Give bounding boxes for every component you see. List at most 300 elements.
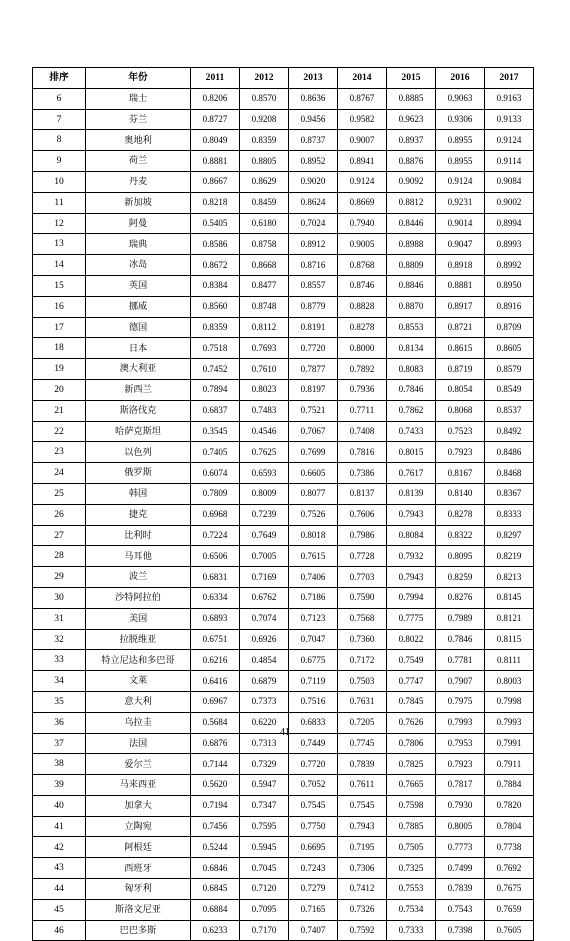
cell-rank: 19 <box>33 359 86 380</box>
cell-country: 法国 <box>86 733 191 754</box>
cell-2016: 0.7781 <box>436 650 485 671</box>
cell-rank: 11 <box>33 192 86 213</box>
cell-2012: 0.8023 <box>240 379 289 400</box>
cell-rank: 44 <box>33 879 86 900</box>
cell-2015: 0.7943 <box>387 567 436 588</box>
cell-2013: 0.8912 <box>289 234 338 255</box>
cell-2011: 0.8218 <box>191 192 240 213</box>
cell-2013: 0.7615 <box>289 546 338 567</box>
cell-2012: 0.8758 <box>240 234 289 255</box>
cell-2011: 0.6876 <box>191 733 240 754</box>
cell-2016: 0.8259 <box>436 567 485 588</box>
cell-2017: 0.8367 <box>485 483 534 504</box>
cell-2012: 0.7045 <box>240 858 289 879</box>
cell-2017: 0.8145 <box>485 587 534 608</box>
cell-country: 新西兰 <box>86 379 191 400</box>
cell-2011: 0.5405 <box>191 213 240 234</box>
cell-2015: 0.7994 <box>387 587 436 608</box>
table-row <box>33 192 534 213</box>
cell-2013: 0.7243 <box>289 858 338 879</box>
cell-2016: 0.7523 <box>436 421 485 442</box>
cell-2012: 0.6593 <box>240 463 289 484</box>
cell-2011: 0.6233 <box>191 920 240 941</box>
table-row <box>33 317 534 338</box>
cell-2016: 0.7989 <box>436 608 485 629</box>
cell-country: 马来西亚 <box>86 775 191 796</box>
cell-country: 德国 <box>86 317 191 338</box>
cell-2014: 0.9124 <box>338 171 387 192</box>
cell-2011: 0.6845 <box>191 879 240 900</box>
cell-2017: 0.7993 <box>485 712 534 733</box>
cell-2012: 0.5945 <box>240 837 289 858</box>
cell-2013: 0.8636 <box>289 88 338 109</box>
cell-2016: 0.9124 <box>436 171 485 192</box>
cell-2011: 0.6968 <box>191 504 240 525</box>
cell-2014: 0.7611 <box>338 775 387 796</box>
cell-2015: 0.8812 <box>387 192 436 213</box>
cell-2012: 0.7625 <box>240 442 289 463</box>
cell-2017: 0.7605 <box>485 920 534 941</box>
table-row <box>33 275 534 296</box>
cell-2015: 0.8553 <box>387 317 436 338</box>
cell-rank: 14 <box>33 255 86 276</box>
cell-rank: 13 <box>33 234 86 255</box>
cell-country: 挪威 <box>86 296 191 317</box>
cell-2013: 0.7067 <box>289 421 338 442</box>
cell-2016: 0.7773 <box>436 837 485 858</box>
cell-2017: 0.8003 <box>485 671 534 692</box>
cell-2017: 0.8992 <box>485 255 534 276</box>
cell-2017: 0.9133 <box>485 109 534 130</box>
cell-2014: 0.9007 <box>338 130 387 151</box>
cell-2011: 0.8049 <box>191 130 240 151</box>
cell-2013: 0.8624 <box>289 192 338 213</box>
cell-country: 新加坡 <box>86 192 191 213</box>
cell-2015: 0.7333 <box>387 920 436 941</box>
cell-2015: 0.7845 <box>387 691 436 712</box>
cell-2011: 0.3545 <box>191 421 240 442</box>
cell-2012: 0.8805 <box>240 151 289 172</box>
cell-country: 丹麦 <box>86 171 191 192</box>
table-row <box>33 587 534 608</box>
cell-2015: 0.8988 <box>387 234 436 255</box>
cell-rank: 34 <box>33 671 86 692</box>
cell-2013: 0.9456 <box>289 109 338 130</box>
cell-2017: 0.8916 <box>485 296 534 317</box>
table-row <box>33 899 534 920</box>
header-country: 年份 <box>86 68 191 89</box>
cell-2011: 0.7224 <box>191 525 240 546</box>
cell-country: 澳大利亚 <box>86 359 191 380</box>
cell-2012: 0.8359 <box>240 130 289 151</box>
cell-2012: 0.4546 <box>240 421 289 442</box>
cell-2014: 0.7631 <box>338 691 387 712</box>
cell-2015: 0.8139 <box>387 483 436 504</box>
cell-2013: 0.6833 <box>289 712 338 733</box>
cell-2017: 0.7659 <box>485 899 534 920</box>
cell-2013: 0.7449 <box>289 733 338 754</box>
table-row <box>33 525 534 546</box>
header-year-2017: 2017 <box>485 68 534 89</box>
cell-2016: 0.8322 <box>436 525 485 546</box>
cell-2013: 0.8737 <box>289 130 338 151</box>
cell-2016: 0.7839 <box>436 879 485 900</box>
cell-2012: 0.7483 <box>240 400 289 421</box>
cell-rank: 26 <box>33 504 86 525</box>
cell-2017: 0.8994 <box>485 213 534 234</box>
cell-rank: 20 <box>33 379 86 400</box>
cell-2011: 0.6216 <box>191 650 240 671</box>
cell-2013: 0.8018 <box>289 525 338 546</box>
table-row <box>33 650 534 671</box>
cell-2017: 0.8549 <box>485 379 534 400</box>
table-row <box>33 837 534 858</box>
cell-rank: 30 <box>33 587 86 608</box>
table-row <box>33 171 534 192</box>
cell-2015: 0.7505 <box>387 837 436 858</box>
cell-2012: 0.6762 <box>240 587 289 608</box>
cell-2012: 0.7169 <box>240 567 289 588</box>
cell-2015: 0.7943 <box>387 504 436 525</box>
cell-2017: 0.8297 <box>485 525 534 546</box>
cell-2016: 0.9306 <box>436 109 485 130</box>
cell-2011: 0.7518 <box>191 338 240 359</box>
cell-2017: 0.8111 <box>485 650 534 671</box>
cell-2014: 0.7839 <box>338 754 387 775</box>
cell-country: 比利时 <box>86 525 191 546</box>
cell-2013: 0.8779 <box>289 296 338 317</box>
cell-2012: 0.7329 <box>240 754 289 775</box>
cell-2016: 0.8054 <box>436 379 485 400</box>
table-row <box>33 234 534 255</box>
cell-rank: 33 <box>33 650 86 671</box>
cell-2015: 0.7775 <box>387 608 436 629</box>
cell-2015: 0.7825 <box>387 754 436 775</box>
header-rank: 排序 <box>33 68 86 89</box>
cell-country: 特立尼达和多巴哥 <box>86 650 191 671</box>
cell-2014: 0.8669 <box>338 192 387 213</box>
header-year-2011: 2011 <box>191 68 240 89</box>
cell-2016: 0.7499 <box>436 858 485 879</box>
cell-country: 西班牙 <box>86 858 191 879</box>
cell-2011: 0.6967 <box>191 691 240 712</box>
cell-2013: 0.7186 <box>289 587 338 608</box>
cell-2017: 0.8579 <box>485 359 534 380</box>
cell-2012: 0.6220 <box>240 712 289 733</box>
table-row <box>33 795 534 816</box>
cell-2016: 0.8721 <box>436 317 485 338</box>
cell-2014: 0.7816 <box>338 442 387 463</box>
cell-2017: 0.7675 <box>485 879 534 900</box>
cell-2014: 0.7728 <box>338 546 387 567</box>
cell-2014: 0.7360 <box>338 629 387 650</box>
cell-2016: 0.9231 <box>436 192 485 213</box>
cell-2015: 0.8870 <box>387 296 436 317</box>
cell-2011: 0.6506 <box>191 546 240 567</box>
cell-2011: 0.6837 <box>191 400 240 421</box>
cell-country: 美国 <box>86 608 191 629</box>
cell-2014: 0.8941 <box>338 151 387 172</box>
cell-2016: 0.7846 <box>436 629 485 650</box>
cell-2017: 0.7991 <box>485 733 534 754</box>
cell-2013: 0.7521 <box>289 400 338 421</box>
cell-2015: 0.9623 <box>387 109 436 130</box>
cell-2016: 0.7953 <box>436 733 485 754</box>
cell-2012: 0.7239 <box>240 504 289 525</box>
cell-rank: 12 <box>33 213 86 234</box>
cell-2014: 0.7943 <box>338 816 387 837</box>
cell-2011: 0.6074 <box>191 463 240 484</box>
cell-2012: 0.8748 <box>240 296 289 317</box>
cell-country: 巴巴多斯 <box>86 920 191 941</box>
cell-2014: 0.7386 <box>338 463 387 484</box>
table-row <box>33 296 534 317</box>
cell-rank: 35 <box>33 691 86 712</box>
cell-2011: 0.7456 <box>191 816 240 837</box>
cell-2016: 0.8278 <box>436 504 485 525</box>
cell-2013: 0.6775 <box>289 650 338 671</box>
cell-2015: 0.8446 <box>387 213 436 234</box>
cell-2014: 0.7568 <box>338 608 387 629</box>
cell-country: 荷兰 <box>86 151 191 172</box>
cell-2012: 0.7610 <box>240 359 289 380</box>
cell-2011: 0.8384 <box>191 275 240 296</box>
cell-rank: 38 <box>33 754 86 775</box>
table-row <box>33 754 534 775</box>
cell-2013: 0.7123 <box>289 608 338 629</box>
cell-2017: 0.7804 <box>485 816 534 837</box>
table-row <box>33 546 534 567</box>
cell-2016: 0.7923 <box>436 442 485 463</box>
cell-2011: 0.6893 <box>191 608 240 629</box>
cell-rank: 22 <box>33 421 86 442</box>
cell-rank: 29 <box>33 567 86 588</box>
cell-2015: 0.7325 <box>387 858 436 879</box>
cell-2012: 0.9208 <box>240 109 289 130</box>
cell-2011: 0.5684 <box>191 712 240 733</box>
cell-2016: 0.9063 <box>436 88 485 109</box>
header-year-2013: 2013 <box>289 68 338 89</box>
cell-2016: 0.7923 <box>436 754 485 775</box>
cell-2013: 0.7750 <box>289 816 338 837</box>
cell-country: 瑞士 <box>86 88 191 109</box>
cell-2015: 0.8809 <box>387 255 436 276</box>
cell-2015: 0.7549 <box>387 650 436 671</box>
cell-2017: 0.8121 <box>485 608 534 629</box>
cell-2012: 0.7649 <box>240 525 289 546</box>
cell-2016: 0.9047 <box>436 234 485 255</box>
cell-2015: 0.7433 <box>387 421 436 442</box>
cell-country: 俄罗斯 <box>86 463 191 484</box>
cell-2014: 0.8768 <box>338 255 387 276</box>
table-row <box>33 213 534 234</box>
cell-2015: 0.8022 <box>387 629 436 650</box>
cell-2014: 0.8000 <box>338 338 387 359</box>
cell-2014: 0.7326 <box>338 899 387 920</box>
cell-2012: 0.8668 <box>240 255 289 276</box>
cell-country: 乌拉圭 <box>86 712 191 733</box>
cell-2014: 0.7936 <box>338 379 387 400</box>
table-row <box>33 255 534 276</box>
cell-2017: 0.8605 <box>485 338 534 359</box>
cell-2012: 0.7170 <box>240 920 289 941</box>
cell-2011: 0.8560 <box>191 296 240 317</box>
cell-2011: 0.6416 <box>191 671 240 692</box>
cell-2017: 0.7998 <box>485 691 534 712</box>
cell-2012: 0.7074 <box>240 608 289 629</box>
cell-2011: 0.8586 <box>191 234 240 255</box>
cell-2016: 0.7398 <box>436 920 485 941</box>
cell-rank: 8 <box>33 130 86 151</box>
table-row <box>33 88 534 109</box>
cell-2013: 0.7720 <box>289 338 338 359</box>
cell-2016: 0.7543 <box>436 899 485 920</box>
table-row <box>33 442 534 463</box>
cell-2012: 0.6879 <box>240 671 289 692</box>
cell-2013: 0.7052 <box>289 775 338 796</box>
ranking-table <box>32 67 534 941</box>
cell-2016: 0.7975 <box>436 691 485 712</box>
cell-2016: 0.7907 <box>436 671 485 692</box>
cell-country: 以色列 <box>86 442 191 463</box>
cell-2016: 0.9014 <box>436 213 485 234</box>
cell-2011: 0.6884 <box>191 899 240 920</box>
table-row <box>33 504 534 525</box>
cell-country: 英国 <box>86 275 191 296</box>
cell-2016: 0.8068 <box>436 400 485 421</box>
cell-2011: 0.7452 <box>191 359 240 380</box>
cell-2014: 0.7503 <box>338 671 387 692</box>
cell-2017: 0.8492 <box>485 421 534 442</box>
cell-2015: 0.8134 <box>387 338 436 359</box>
cell-rank: 9 <box>33 151 86 172</box>
cell-2013: 0.8952 <box>289 151 338 172</box>
cell-2014: 0.7711 <box>338 400 387 421</box>
table-row <box>33 151 534 172</box>
cell-2013: 0.8191 <box>289 317 338 338</box>
cell-2015: 0.7553 <box>387 879 436 900</box>
cell-2017: 0.9002 <box>485 192 534 213</box>
cell-country: 匈牙利 <box>86 879 191 900</box>
cell-rank: 25 <box>33 483 86 504</box>
cell-rank: 31 <box>33 608 86 629</box>
cell-2012: 0.7005 <box>240 546 289 567</box>
cell-2015: 0.7598 <box>387 795 436 816</box>
cell-2013: 0.7279 <box>289 879 338 900</box>
cell-2017: 0.7884 <box>485 775 534 796</box>
table-row <box>33 421 534 442</box>
cell-2017: 0.8213 <box>485 567 534 588</box>
cell-2016: 0.8095 <box>436 546 485 567</box>
cell-country: 瑞典 <box>86 234 191 255</box>
cell-country: 阿曼 <box>86 213 191 234</box>
cell-2014: 0.9005 <box>338 234 387 255</box>
cell-2015: 0.8015 <box>387 442 436 463</box>
cell-2011: 0.8881 <box>191 151 240 172</box>
cell-2014: 0.9582 <box>338 109 387 130</box>
cell-rank: 7 <box>33 109 86 130</box>
cell-2012: 0.8009 <box>240 483 289 504</box>
cell-2011: 0.8727 <box>191 109 240 130</box>
cell-2017: 0.8486 <box>485 442 534 463</box>
cell-2013: 0.7165 <box>289 899 338 920</box>
cell-2015: 0.7806 <box>387 733 436 754</box>
cell-country: 波兰 <box>86 567 191 588</box>
cell-2017: 0.8219 <box>485 546 534 567</box>
cell-rank: 16 <box>33 296 86 317</box>
cell-2011: 0.7894 <box>191 379 240 400</box>
cell-2012: 0.8629 <box>240 171 289 192</box>
table-row <box>33 130 534 151</box>
table-row <box>33 463 534 484</box>
cell-2012: 0.8570 <box>240 88 289 109</box>
cell-rank: 42 <box>33 837 86 858</box>
cell-2017: 0.9084 <box>485 171 534 192</box>
cell-2014: 0.7590 <box>338 587 387 608</box>
cell-2016: 0.8140 <box>436 483 485 504</box>
cell-2013: 0.6695 <box>289 837 338 858</box>
cell-2014: 0.7408 <box>338 421 387 442</box>
cell-2017: 0.8709 <box>485 317 534 338</box>
cell-2016: 0.7817 <box>436 775 485 796</box>
cell-2017: 0.8993 <box>485 234 534 255</box>
cell-2015: 0.8876 <box>387 151 436 172</box>
cell-2011: 0.7144 <box>191 754 240 775</box>
cell-2014: 0.7703 <box>338 567 387 588</box>
cell-2011: 0.6846 <box>191 858 240 879</box>
cell-2016: 0.8955 <box>436 151 485 172</box>
cell-2011: 0.7194 <box>191 795 240 816</box>
cell-2015: 0.8937 <box>387 130 436 151</box>
cell-2014: 0.8278 <box>338 317 387 338</box>
cell-rank: 46 <box>33 920 86 941</box>
cell-2011: 0.8672 <box>191 255 240 276</box>
cell-2016: 0.7993 <box>436 712 485 733</box>
cell-2015: 0.7932 <box>387 546 436 567</box>
cell-2016: 0.8918 <box>436 255 485 276</box>
table-row <box>33 483 534 504</box>
cell-2015: 0.8084 <box>387 525 436 546</box>
cell-2013: 0.7699 <box>289 442 338 463</box>
cell-2013: 0.7407 <box>289 920 338 941</box>
cell-2016: 0.7930 <box>436 795 485 816</box>
header-year-2015: 2015 <box>387 68 436 89</box>
cell-country: 拉脱维亚 <box>86 629 191 650</box>
cell-2013: 0.7877 <box>289 359 338 380</box>
cell-2013: 0.7047 <box>289 629 338 650</box>
cell-rank: 18 <box>33 338 86 359</box>
cell-2014: 0.8828 <box>338 296 387 317</box>
cell-2011: 0.6751 <box>191 629 240 650</box>
cell-country: 冰岛 <box>86 255 191 276</box>
cell-2017: 0.8115 <box>485 629 534 650</box>
cell-2012: 0.6180 <box>240 213 289 234</box>
cell-2012: 0.8459 <box>240 192 289 213</box>
cell-2015: 0.8846 <box>387 275 436 296</box>
cell-2011: 0.6831 <box>191 567 240 588</box>
cell-2013: 0.7406 <box>289 567 338 588</box>
cell-2012: 0.5947 <box>240 775 289 796</box>
cell-country: 爱尔兰 <box>86 754 191 775</box>
cell-rank: 39 <box>33 775 86 796</box>
cell-rank: 28 <box>33 546 86 567</box>
cell-2014: 0.7545 <box>338 795 387 816</box>
cell-2016: 0.8881 <box>436 275 485 296</box>
cell-2011: 0.7809 <box>191 483 240 504</box>
cell-rank: 23 <box>33 442 86 463</box>
cell-country: 斯洛文尼亚 <box>86 899 191 920</box>
cell-country: 韩国 <box>86 483 191 504</box>
